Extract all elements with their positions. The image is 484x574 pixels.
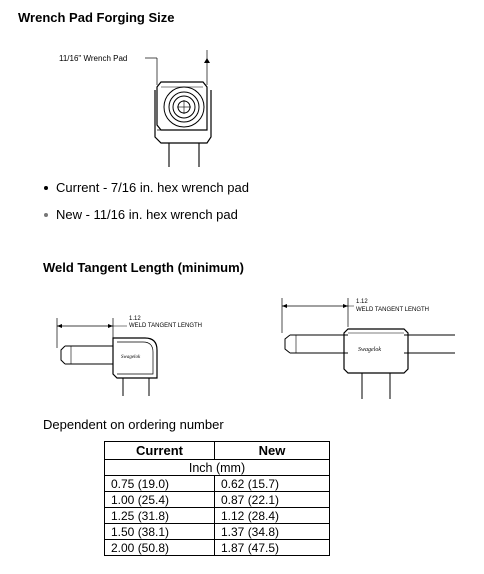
- brand-mark-elbow: Swagelok: [121, 355, 141, 360]
- unit-label: Inch (mm): [105, 460, 330, 476]
- dependent-note: Dependent on ordering number: [43, 417, 224, 432]
- brand-mark-tee: Swagelok: [358, 347, 381, 353]
- cell-current: 1.00 (25.4): [105, 492, 215, 508]
- table-unit-row: [105, 460, 330, 476]
- cell-new: 0.62 (15.7): [215, 476, 330, 492]
- tangent-length-table: [104, 441, 330, 556]
- table-row: [105, 524, 330, 540]
- dim-label-tee: WELD TANGENT LENGTH: [356, 307, 430, 313]
- column-header-current: Current: [105, 442, 215, 460]
- wrench-pad-figure: [55, 45, 230, 170]
- dim-label-elbow: WELD TANGENT LENGTH: [129, 323, 203, 329]
- cell-current: 1.50 (38.1): [105, 524, 215, 540]
- tee-fitting-figure: [270, 293, 455, 400]
- column-header-new: New: [215, 442, 330, 460]
- bullet-dot-icon: [44, 213, 48, 217]
- cell-new: 1.37 (34.8): [215, 524, 330, 540]
- table-row: [105, 492, 330, 508]
- cell-current: 1.25 (31.8): [105, 508, 215, 524]
- dim-value-tee: 1.12: [356, 299, 368, 305]
- dim-value-elbow: 1.12: [129, 316, 141, 322]
- cell-current: 2.00 (50.8): [105, 540, 215, 556]
- section-title-wrench-pad: Wrench Pad Forging Size: [18, 10, 175, 25]
- table-row: [105, 508, 330, 524]
- cell-new: 1.87 (47.5): [215, 540, 330, 556]
- figure-label-wrench-pad: 11/16" Wrench Pad: [59, 54, 128, 63]
- section-title-weld-tangent: Weld Tangent Length (minimum): [43, 260, 245, 275]
- bullet-dot-icon: [44, 186, 48, 190]
- table-header-row: [105, 442, 330, 460]
- table-row: [105, 476, 330, 492]
- bullet-new: New - 11/16 in. hex wrench pad: [44, 207, 238, 222]
- cell-new: 1.12 (28.4): [215, 508, 330, 524]
- bullet-current: Current - 7/16 in. hex wrench pad: [44, 180, 249, 195]
- table-row: [105, 540, 330, 556]
- elbow-fitting-figure: [45, 308, 225, 398]
- cell-new: 0.87 (22.1): [215, 492, 330, 508]
- cell-current: 0.75 (19.0): [105, 476, 215, 492]
